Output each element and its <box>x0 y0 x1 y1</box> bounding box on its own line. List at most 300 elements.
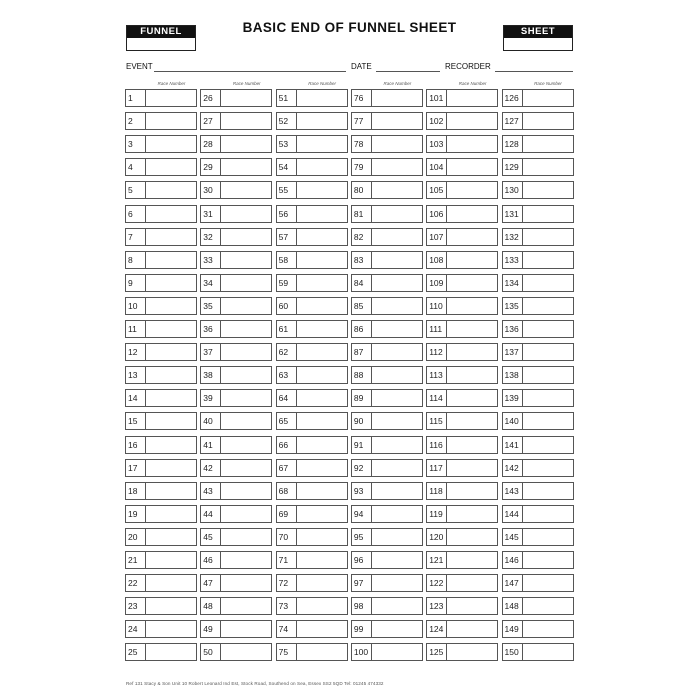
race-number-field[interactable] <box>145 228 197 246</box>
race-number-field[interactable] <box>296 436 348 454</box>
finish-position-number: 39 <box>200 389 220 407</box>
finish-position-row <box>351 574 423 592</box>
race-number-field[interactable] <box>220 112 272 130</box>
finish-position-number: 72 <box>276 574 296 592</box>
finish-position-number: 76 <box>351 89 371 107</box>
column-header: Race Number <box>232 81 261 86</box>
race-number-field[interactable] <box>296 297 348 315</box>
finish-position-row <box>502 389 574 407</box>
finish-position-number: 121 <box>426 551 446 569</box>
finish-position-number: 100 <box>351 643 371 661</box>
finish-position-row <box>426 274 498 292</box>
race-number-field[interactable] <box>220 181 272 199</box>
finish-position-row <box>200 389 272 407</box>
finish-position-row <box>125 251 197 269</box>
finish-position-number: 149 <box>502 620 522 638</box>
finish-position-number: 105 <box>426 181 446 199</box>
race-number-field[interactable] <box>220 228 272 246</box>
race-number-field[interactable] <box>296 89 348 107</box>
race-number-field[interactable] <box>220 366 272 384</box>
finish-position-row <box>502 274 574 292</box>
finish-position-number: 34 <box>200 274 220 292</box>
race-number-field[interactable] <box>296 389 348 407</box>
finish-position-number: 145 <box>502 528 522 546</box>
race-number-field[interactable] <box>522 528 574 546</box>
race-number-field[interactable] <box>296 643 348 661</box>
finish-position-number: 73 <box>276 597 296 615</box>
column-header: Race Number <box>458 81 487 86</box>
race-number-field[interactable] <box>296 135 348 153</box>
finish-position-row <box>276 459 348 477</box>
finish-position-number: 93 <box>351 482 371 500</box>
race-number-field[interactable] <box>522 181 574 199</box>
finish-position-number: 112 <box>426 343 446 361</box>
finish-position-row <box>276 574 348 592</box>
race-number-field[interactable] <box>522 158 574 176</box>
race-number-field[interactable] <box>522 389 574 407</box>
race-number-field[interactable] <box>446 551 498 569</box>
race-number-field[interactable] <box>371 597 423 615</box>
finish-position-number: 28 <box>200 135 220 153</box>
finish-position-number: 51 <box>276 89 296 107</box>
finish-position-row <box>125 274 197 292</box>
finish-position-number: 108 <box>426 251 446 269</box>
finish-position-number: 53 <box>276 135 296 153</box>
finish-position-number: 52 <box>276 112 296 130</box>
race-number-field[interactable] <box>220 158 272 176</box>
race-number-field[interactable] <box>446 135 498 153</box>
race-number-field[interactable] <box>446 574 498 592</box>
race-number-field[interactable] <box>371 551 423 569</box>
finish-position-row <box>276 551 348 569</box>
race-number-field[interactable] <box>446 320 498 338</box>
race-number-field[interactable] <box>145 89 197 107</box>
race-number-field[interactable] <box>371 135 423 153</box>
finish-position-number: 134 <box>502 274 522 292</box>
race-number-field[interactable] <box>371 389 423 407</box>
race-number-field[interactable] <box>371 643 423 661</box>
sheet-number-field[interactable] <box>504 38 572 52</box>
finish-position-number: 80 <box>351 181 371 199</box>
race-number-field[interactable] <box>145 112 197 130</box>
race-number-field[interactable] <box>371 412 423 430</box>
finish-position-row <box>276 620 348 638</box>
race-number-field[interactable] <box>145 205 197 223</box>
race-number-field[interactable] <box>220 643 272 661</box>
finish-position-row <box>502 574 574 592</box>
race-number-field[interactable] <box>145 597 197 615</box>
finish-position-row <box>125 412 197 430</box>
race-number-field[interactable] <box>371 205 423 223</box>
finish-position-row <box>426 343 498 361</box>
grid-column <box>500 80 575 680</box>
race-number-field[interactable] <box>145 436 197 454</box>
race-number-field[interactable] <box>446 112 498 130</box>
finish-position-row <box>502 459 574 477</box>
finish-position-number: 16 <box>125 436 145 454</box>
finish-position-number: 57 <box>276 228 296 246</box>
finish-position-number: 42 <box>200 459 220 477</box>
finish-position-row <box>125 135 197 153</box>
recorder-field[interactable] <box>495 71 573 72</box>
finish-position-row <box>426 620 498 638</box>
race-number-field[interactable] <box>145 274 197 292</box>
race-number-field[interactable] <box>522 343 574 361</box>
race-number-field[interactable] <box>446 205 498 223</box>
race-number-field[interactable] <box>522 320 574 338</box>
finish-position-row <box>351 297 423 315</box>
race-number-field[interactable] <box>296 412 348 430</box>
race-number-field[interactable] <box>296 505 348 523</box>
race-number-field[interactable] <box>522 205 574 223</box>
finish-position-number: 65 <box>276 412 296 430</box>
finish-position-number: 12 <box>125 343 145 361</box>
race-number-field[interactable] <box>371 89 423 107</box>
finish-position-number: 47 <box>200 574 220 592</box>
finish-position-number: 144 <box>502 505 522 523</box>
finish-position-row <box>426 574 498 592</box>
race-number-field[interactable] <box>522 135 574 153</box>
race-number-field[interactable] <box>145 251 197 269</box>
race-number-field[interactable] <box>145 505 197 523</box>
finish-position-row <box>351 412 423 430</box>
race-number-field[interactable] <box>522 459 574 477</box>
race-number-field[interactable] <box>371 251 423 269</box>
race-number-field[interactable] <box>296 228 348 246</box>
race-number-field[interactable] <box>446 528 498 546</box>
finish-position-number: 136 <box>502 320 522 338</box>
race-number-field[interactable] <box>145 551 197 569</box>
finish-position-row <box>502 643 574 661</box>
race-number-field[interactable] <box>220 320 272 338</box>
finish-position-row <box>502 528 574 546</box>
finish-position-row <box>200 574 272 592</box>
race-number-field[interactable] <box>446 297 498 315</box>
finish-position-row <box>200 158 272 176</box>
finish-position-number: 88 <box>351 366 371 384</box>
finish-position-number: 61 <box>276 320 296 338</box>
finish-position-number: 11 <box>125 320 145 338</box>
race-number-field[interactable] <box>296 366 348 384</box>
race-number-field[interactable] <box>446 158 498 176</box>
race-number-field[interactable] <box>446 436 498 454</box>
race-number-field[interactable] <box>296 158 348 176</box>
race-number-field[interactable] <box>446 274 498 292</box>
race-number-field[interactable] <box>220 251 272 269</box>
finish-position-row <box>200 528 272 546</box>
finish-position-row <box>276 181 348 199</box>
race-number-field[interactable] <box>145 158 197 176</box>
finish-position-number: 125 <box>426 643 446 661</box>
finish-position-number: 63 <box>276 366 296 384</box>
race-number-field[interactable] <box>220 274 272 292</box>
finish-position-number: 143 <box>502 482 522 500</box>
race-number-field[interactable] <box>220 574 272 592</box>
finish-position-number: 4 <box>125 158 145 176</box>
finish-position-row <box>200 643 272 661</box>
race-number-field[interactable] <box>446 620 498 638</box>
race-number-field[interactable] <box>446 505 498 523</box>
race-number-field[interactable] <box>371 366 423 384</box>
finish-position-row <box>125 158 197 176</box>
finish-position-row <box>125 320 197 338</box>
finish-position-row <box>125 228 197 246</box>
finish-position-row <box>502 205 574 223</box>
finish-position-number: 56 <box>276 205 296 223</box>
finish-position-number: 129 <box>502 158 522 176</box>
finish-position-number: 10 <box>125 297 145 315</box>
race-number-field[interactable] <box>145 366 197 384</box>
race-number-field[interactable] <box>296 620 348 638</box>
race-number-field[interactable] <box>522 89 574 107</box>
finish-position-row <box>502 482 574 500</box>
race-number-field[interactable] <box>145 574 197 592</box>
finish-position-row <box>200 482 272 500</box>
race-number-field[interactable] <box>145 528 197 546</box>
finish-position-number: 35 <box>200 297 220 315</box>
race-number-field[interactable] <box>145 412 197 430</box>
finish-position-row <box>426 297 498 315</box>
race-number-field[interactable] <box>371 181 423 199</box>
finish-position-row <box>426 366 498 384</box>
finish-position-row <box>200 228 272 246</box>
finish-position-row <box>200 459 272 477</box>
race-number-field[interactable] <box>220 343 272 361</box>
race-number-field[interactable] <box>220 482 272 500</box>
race-number-field[interactable] <box>371 158 423 176</box>
finish-position-row <box>200 551 272 569</box>
finish-position-row <box>200 297 272 315</box>
finish-position-number: 147 <box>502 574 522 592</box>
race-number-field[interactable] <box>296 112 348 130</box>
finish-position-number: 49 <box>200 620 220 638</box>
finish-position-number: 67 <box>276 459 296 477</box>
finish-position-row <box>426 181 498 199</box>
finish-position-number: 115 <box>426 412 446 430</box>
finish-position-row <box>125 89 197 107</box>
race-number-field[interactable] <box>522 251 574 269</box>
column-header: Race Number <box>534 81 562 86</box>
race-number-field[interactable] <box>145 135 197 153</box>
race-number-field[interactable] <box>446 643 498 661</box>
race-number-field[interactable] <box>296 597 348 615</box>
finish-position-row <box>502 620 574 638</box>
finish-position-row <box>426 459 498 477</box>
race-number-field[interactable] <box>220 459 272 477</box>
race-number-field[interactable] <box>522 574 574 592</box>
finish-position-row <box>276 389 348 407</box>
finish-position-number: 70 <box>276 528 296 546</box>
race-number-field[interactable] <box>371 436 423 454</box>
finish-position-number: 84 <box>351 274 371 292</box>
race-number-field[interactable] <box>371 112 423 130</box>
race-number-field[interactable] <box>522 482 574 500</box>
race-number-field[interactable] <box>296 574 348 592</box>
race-number-field[interactable] <box>296 482 348 500</box>
race-number-field[interactable] <box>522 366 574 384</box>
race-number-field[interactable] <box>296 551 348 569</box>
finish-position-row <box>276 436 348 454</box>
finish-position-row <box>351 459 423 477</box>
funnel-number-field[interactable] <box>127 38 195 52</box>
race-number-field[interactable] <box>371 620 423 638</box>
finish-position-number: 46 <box>200 551 220 569</box>
race-number-field[interactable] <box>446 181 498 199</box>
finish-position-number: 113 <box>426 366 446 384</box>
race-number-field[interactable] <box>522 643 574 661</box>
race-number-field[interactable] <box>446 459 498 477</box>
finish-position-row <box>502 343 574 361</box>
finish-position-number: 8 <box>125 251 145 269</box>
race-number-field[interactable] <box>522 620 574 638</box>
race-number-field[interactable] <box>296 205 348 223</box>
race-number-field[interactable] <box>220 297 272 315</box>
race-number-field[interactable] <box>145 181 197 199</box>
race-number-field[interactable] <box>145 643 197 661</box>
finish-position-row <box>426 482 498 500</box>
funnel-label: FUNNEL <box>127 26 195 38</box>
finish-position-number: 7 <box>125 228 145 246</box>
race-number-field[interactable] <box>145 459 197 477</box>
race-number-field[interactable] <box>220 205 272 223</box>
race-number-field[interactable] <box>296 528 348 546</box>
recorder-label: RECORDER <box>445 62 491 71</box>
finish-position-number: 150 <box>502 643 522 661</box>
finish-position-number: 25 <box>125 643 145 661</box>
race-number-field[interactable] <box>220 89 272 107</box>
race-number-field[interactable] <box>371 482 423 500</box>
finish-position-row <box>351 89 423 107</box>
finish-position-row <box>351 597 423 615</box>
finish-position-number: 68 <box>276 482 296 500</box>
finish-position-number: 138 <box>502 366 522 384</box>
race-number-field[interactable] <box>145 389 197 407</box>
race-number-field[interactable] <box>446 89 498 107</box>
finish-position-number: 37 <box>200 343 220 361</box>
finish-position-row <box>125 620 197 638</box>
race-number-field[interactable] <box>446 228 498 246</box>
race-number-field[interactable] <box>371 343 423 361</box>
finish-position-row <box>276 505 348 523</box>
race-number-field[interactable] <box>371 505 423 523</box>
finish-position-number: 17 <box>125 459 145 477</box>
race-number-field[interactable] <box>145 320 197 338</box>
finish-position-row <box>351 158 423 176</box>
race-number-field[interactable] <box>522 274 574 292</box>
finish-position-row <box>502 297 574 315</box>
finish-position-row <box>276 297 348 315</box>
race-number-field[interactable] <box>522 505 574 523</box>
race-number-field[interactable] <box>522 228 574 246</box>
race-number-field[interactable] <box>220 135 272 153</box>
race-number-field[interactable] <box>446 482 498 500</box>
race-number-field[interactable] <box>371 574 423 592</box>
race-number-field[interactable] <box>220 505 272 523</box>
race-number-field[interactable] <box>220 436 272 454</box>
race-number-field[interactable] <box>522 436 574 454</box>
race-number-field[interactable] <box>145 482 197 500</box>
date-field[interactable] <box>376 71 440 72</box>
finish-position-row <box>426 205 498 223</box>
finish-position-row <box>200 320 272 338</box>
finish-position-row <box>502 436 574 454</box>
finish-position-row <box>351 528 423 546</box>
finish-position-row <box>276 482 348 500</box>
race-number-field[interactable] <box>522 551 574 569</box>
race-number-field[interactable] <box>446 366 498 384</box>
race-number-field[interactable] <box>296 251 348 269</box>
finish-position-row <box>426 528 498 546</box>
race-number-field[interactable] <box>446 412 498 430</box>
race-number-field[interactable] <box>220 551 272 569</box>
race-number-field[interactable] <box>296 459 348 477</box>
race-number-field[interactable] <box>145 343 197 361</box>
finish-position-row <box>200 274 272 292</box>
race-number-field[interactable] <box>220 389 272 407</box>
race-number-field[interactable] <box>522 597 574 615</box>
finish-position-number: 71 <box>276 551 296 569</box>
race-number-field[interactable] <box>371 228 423 246</box>
race-number-field[interactable] <box>522 112 574 130</box>
race-number-field[interactable] <box>371 459 423 477</box>
race-number-field[interactable] <box>296 274 348 292</box>
race-number-field[interactable] <box>371 274 423 292</box>
finish-position-row <box>502 112 574 130</box>
race-number-field[interactable] <box>522 297 574 315</box>
finish-position-number: 140 <box>502 412 522 430</box>
race-number-field[interactable] <box>296 181 348 199</box>
grid-column <box>198 80 273 680</box>
race-number-field[interactable] <box>220 528 272 546</box>
finish-position-row <box>276 597 348 615</box>
finish-position-row <box>200 620 272 638</box>
race-number-field[interactable] <box>522 412 574 430</box>
finish-position-row <box>125 112 197 130</box>
finish-position-row <box>351 366 423 384</box>
finish-position-row <box>200 181 272 199</box>
finish-position-number: 83 <box>351 251 371 269</box>
race-number-field[interactable] <box>145 620 197 638</box>
finish-position-number: 20 <box>125 528 145 546</box>
race-number-field[interactable] <box>220 412 272 430</box>
race-number-field[interactable] <box>446 251 498 269</box>
finish-position-number: 122 <box>426 574 446 592</box>
race-number-field[interactable] <box>220 597 272 615</box>
finish-position-number: 60 <box>276 297 296 315</box>
finish-position-number: 148 <box>502 597 522 615</box>
finish-position-row <box>200 135 272 153</box>
race-number-field[interactable] <box>296 320 348 338</box>
finish-position-number: 59 <box>276 274 296 292</box>
finish-position-number: 74 <box>276 620 296 638</box>
race-number-field[interactable] <box>371 320 423 338</box>
finish-position-row <box>426 112 498 130</box>
race-number-field[interactable] <box>296 343 348 361</box>
race-number-field[interactable] <box>220 620 272 638</box>
race-number-field[interactable] <box>446 389 498 407</box>
race-number-field[interactable] <box>145 297 197 315</box>
race-number-field[interactable] <box>446 343 498 361</box>
race-number-field[interactable] <box>371 528 423 546</box>
sheet-label: SHEET <box>504 26 572 38</box>
finish-position-number: 40 <box>200 412 220 430</box>
event-field[interactable] <box>154 71 346 72</box>
race-number-field[interactable] <box>371 297 423 315</box>
finish-position-number: 85 <box>351 297 371 315</box>
finish-position-number: 58 <box>276 251 296 269</box>
finish-position-number: 86 <box>351 320 371 338</box>
race-number-field[interactable] <box>446 597 498 615</box>
